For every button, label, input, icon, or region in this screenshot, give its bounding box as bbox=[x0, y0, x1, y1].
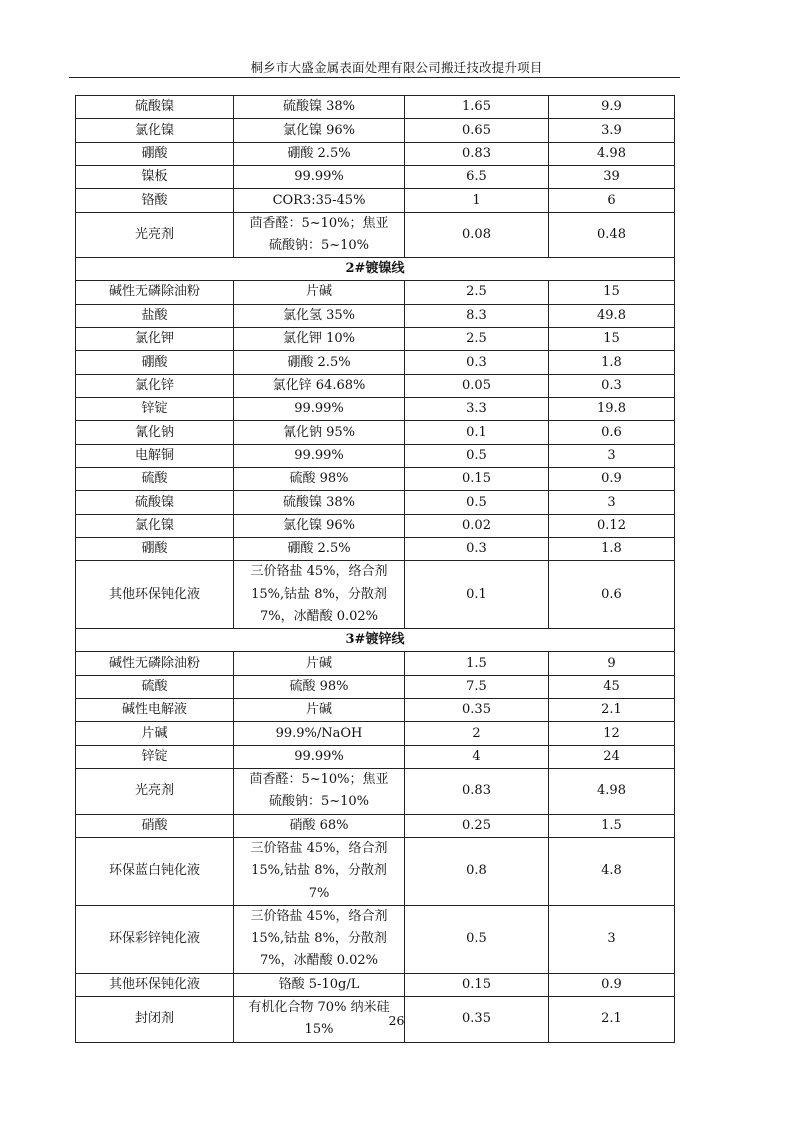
specification-cell: 铬酸 5-10g/L bbox=[234, 973, 405, 996]
amount-cell: 0.9 bbox=[549, 468, 675, 491]
material-name-cell: 硝酸 bbox=[76, 814, 234, 837]
amount-cell: 6 bbox=[549, 189, 675, 212]
section-header-row bbox=[76, 629, 675, 652]
material-name-cell: 盐酸 bbox=[76, 304, 234, 327]
material-name-cell: 锌锭 bbox=[76, 745, 234, 768]
material-name-cell: 镍板 bbox=[76, 166, 234, 189]
amount-cell: 0.12 bbox=[549, 514, 675, 537]
quantity-cell: 0.05 bbox=[405, 374, 549, 397]
table-row bbox=[76, 374, 675, 397]
specification-cell: 99.99% bbox=[234, 444, 405, 467]
amount-cell: 2.1 bbox=[549, 699, 675, 722]
running-header: 桐乡市大盛金属表面处理有限公司搬迁技改提升项目 bbox=[250, 60, 543, 75]
specification-cell: 硼酸 2.5% bbox=[234, 351, 405, 374]
table-row bbox=[76, 328, 675, 351]
quantity-cell: 0.5 bbox=[405, 491, 549, 514]
table-row bbox=[76, 675, 675, 698]
specification-cell: 硫酸镍 38% bbox=[234, 96, 405, 119]
material-name-cell: 硫酸镍 bbox=[76, 96, 234, 119]
material-name-cell: 氯化镍 bbox=[76, 119, 234, 142]
amount-cell: 3 bbox=[549, 444, 675, 467]
quantity-cell: 0.25 bbox=[405, 814, 549, 837]
page-number: 26 bbox=[388, 1013, 405, 1028]
table-row bbox=[76, 189, 675, 212]
specification-cell: 硫酸镍 38% bbox=[234, 491, 405, 514]
quantity-cell: 0.15 bbox=[405, 468, 549, 491]
material-name-cell: 电解铜 bbox=[76, 444, 234, 467]
table-row bbox=[76, 96, 675, 119]
amount-cell: 4.98 bbox=[549, 769, 675, 815]
quantity-cell: 1 bbox=[405, 189, 549, 212]
amount-cell: 0.6 bbox=[549, 561, 675, 629]
table-row bbox=[76, 421, 675, 444]
amount-cell: 9 bbox=[549, 652, 675, 675]
quantity-cell: 7.5 bbox=[405, 675, 549, 698]
quantity-cell: 0.08 bbox=[405, 212, 549, 258]
table-row bbox=[76, 212, 675, 258]
quantity-cell: 0.8 bbox=[405, 837, 549, 905]
table-row bbox=[76, 166, 675, 189]
specification-cell: 片碱 bbox=[234, 281, 405, 304]
specification-cell: 硝酸 68% bbox=[234, 814, 405, 837]
material-name-cell: 铬酸 bbox=[76, 189, 234, 212]
specification-cell: 片碱 bbox=[234, 699, 405, 722]
amount-cell: 0.6 bbox=[549, 421, 675, 444]
specification-cell: 氯化镍 96% bbox=[234, 119, 405, 142]
table-row bbox=[76, 398, 675, 421]
table-row bbox=[76, 769, 675, 815]
amount-cell: 0.9 bbox=[549, 973, 675, 996]
specification-cell: 有机化合物 70% 纳米硅 15% bbox=[234, 997, 405, 1043]
specification-cell: 硫酸 98% bbox=[234, 468, 405, 491]
materials-table-body bbox=[76, 96, 675, 1043]
specification-cell: 99.99% bbox=[234, 166, 405, 189]
specification-cell: 99.9%/NaOH bbox=[234, 722, 405, 745]
quantity-cell: 1.5 bbox=[405, 652, 549, 675]
quantity-cell: 0.1 bbox=[405, 561, 549, 629]
amount-cell: 9.9 bbox=[549, 96, 675, 119]
table-row bbox=[76, 722, 675, 745]
material-name-cell: 硼酸 bbox=[76, 142, 234, 165]
specification-cell: 硼酸 2.5% bbox=[234, 538, 405, 561]
materials-table bbox=[75, 95, 675, 1043]
material-name-cell: 氯化镍 bbox=[76, 514, 234, 537]
amount-cell: 3 bbox=[549, 905, 675, 973]
specification-cell: 氯化锌 64.68% bbox=[234, 374, 405, 397]
specification-cell: COR3:35-45% bbox=[234, 189, 405, 212]
quantity-cell: 0.3 bbox=[405, 538, 549, 561]
table-row bbox=[76, 142, 675, 165]
section-title: 3#镀锌线 bbox=[76, 629, 675, 652]
amount-cell: 15 bbox=[549, 281, 675, 304]
quantity-cell: 4 bbox=[405, 745, 549, 768]
table-row bbox=[76, 837, 675, 905]
quantity-cell: 3.3 bbox=[405, 398, 549, 421]
table-row bbox=[76, 304, 675, 327]
quantity-cell: 0.83 bbox=[405, 142, 549, 165]
amount-cell: 39 bbox=[549, 166, 675, 189]
material-name-cell: 其他环保钝化液 bbox=[76, 561, 234, 629]
header-rule bbox=[69, 77, 680, 78]
specification-cell: 三价铬盐 45%，络合剂 15%,钴盐 8%，分散剂 7%，冰醋酸 0.02% bbox=[234, 561, 405, 629]
amount-cell: 15 bbox=[549, 328, 675, 351]
amount-cell: 4.98 bbox=[549, 142, 675, 165]
quantity-cell: 2.5 bbox=[405, 281, 549, 304]
quantity-cell: 1.65 bbox=[405, 96, 549, 119]
amount-cell: 1.8 bbox=[549, 538, 675, 561]
specification-cell: 氰化钠 95% bbox=[234, 421, 405, 444]
table-row bbox=[76, 561, 675, 629]
amount-cell: 3 bbox=[549, 491, 675, 514]
material-name-cell: 碱性无磷除油粉 bbox=[76, 281, 234, 304]
specification-cell: 三价铬盐 45%，络合剂 15%,钴盐 8%，分散剂 7% bbox=[234, 837, 405, 905]
material-name-cell: 硫酸 bbox=[76, 675, 234, 698]
material-name-cell: 锌锭 bbox=[76, 398, 234, 421]
specification-cell: 氯化镍 96% bbox=[234, 514, 405, 537]
amount-cell: 0.3 bbox=[549, 374, 675, 397]
quantity-cell: 8.3 bbox=[405, 304, 549, 327]
table-row bbox=[76, 538, 675, 561]
quantity-cell: 0.02 bbox=[405, 514, 549, 537]
quantity-cell: 0.3 bbox=[405, 351, 549, 374]
specification-cell: 99.99% bbox=[234, 745, 405, 768]
amount-cell: 49.8 bbox=[549, 304, 675, 327]
amount-cell: 1.8 bbox=[549, 351, 675, 374]
table-row bbox=[76, 652, 675, 675]
amount-cell: 24 bbox=[549, 745, 675, 768]
quantity-cell: 0.5 bbox=[405, 444, 549, 467]
material-name-cell: 硫酸镍 bbox=[76, 491, 234, 514]
specification-cell: 硫酸 98% bbox=[234, 675, 405, 698]
amount-cell: 12 bbox=[549, 722, 675, 745]
specification-cell: 氯化钾 10% bbox=[234, 328, 405, 351]
material-name-cell: 碱性电解液 bbox=[76, 699, 234, 722]
amount-cell: 4.8 bbox=[549, 837, 675, 905]
quantity-cell: 0.65 bbox=[405, 119, 549, 142]
section-header-row bbox=[76, 258, 675, 281]
table-row bbox=[76, 491, 675, 514]
material-name-cell: 环保蓝白钝化液 bbox=[76, 837, 234, 905]
quantity-cell: 0.1 bbox=[405, 421, 549, 444]
material-name-cell: 氯化锌 bbox=[76, 374, 234, 397]
material-name-cell: 光亮剂 bbox=[76, 769, 234, 815]
material-name-cell: 环保彩锌钝化液 bbox=[76, 905, 234, 973]
material-name-cell: 硼酸 bbox=[76, 351, 234, 374]
specification-cell: 三价铬盐 45%，络合剂 15%,钴盐 8%，分散剂 7%，冰醋酸 0.02% bbox=[234, 905, 405, 973]
table-row bbox=[76, 699, 675, 722]
quantity-cell: 0.83 bbox=[405, 769, 549, 815]
specification-cell: 片碱 bbox=[234, 652, 405, 675]
table-row bbox=[76, 444, 675, 467]
table-row bbox=[76, 973, 675, 996]
amount-cell: 2.1 bbox=[549, 997, 675, 1043]
quantity-cell: 0.35 bbox=[405, 997, 549, 1043]
specification-cell: 氯化氢 35% bbox=[234, 304, 405, 327]
amount-cell: 1.5 bbox=[549, 814, 675, 837]
material-name-cell: 封闭剂 bbox=[76, 997, 234, 1043]
material-name-cell: 片碱 bbox=[76, 722, 234, 745]
table-row bbox=[76, 514, 675, 537]
specification-cell: 茴香醛：5~10%；焦亚硫酸钠：5~10% bbox=[234, 212, 405, 258]
table-row bbox=[76, 281, 675, 304]
table-row bbox=[76, 905, 675, 973]
table-row bbox=[76, 351, 675, 374]
amount-cell: 3.9 bbox=[549, 119, 675, 142]
material-name-cell: 硫酸 bbox=[76, 468, 234, 491]
specification-cell: 硼酸 2.5% bbox=[234, 142, 405, 165]
section-title: 2#镀镍线 bbox=[76, 258, 675, 281]
table-row bbox=[76, 119, 675, 142]
amount-cell: 45 bbox=[549, 675, 675, 698]
material-name-cell: 硼酸 bbox=[76, 538, 234, 561]
quantity-cell: 2 bbox=[405, 722, 549, 745]
amount-cell: 0.48 bbox=[549, 212, 675, 258]
material-name-cell: 氯化钾 bbox=[76, 328, 234, 351]
quantity-cell: 0.15 bbox=[405, 973, 549, 996]
table-row bbox=[76, 814, 675, 837]
quantity-cell: 2.5 bbox=[405, 328, 549, 351]
table-row bbox=[76, 745, 675, 768]
material-name-cell: 光亮剂 bbox=[76, 212, 234, 258]
quantity-cell: 6.5 bbox=[405, 166, 549, 189]
specification-cell: 茴香醛：5~10%；焦亚硫酸钠：5~10% bbox=[234, 769, 405, 815]
material-name-cell: 其他环保钝化液 bbox=[76, 973, 234, 996]
quantity-cell: 0.5 bbox=[405, 905, 549, 973]
material-name-cell: 碱性无磷除油粉 bbox=[76, 652, 234, 675]
amount-cell: 19.8 bbox=[549, 398, 675, 421]
table-row bbox=[76, 468, 675, 491]
quantity-cell: 0.35 bbox=[405, 699, 549, 722]
material-name-cell: 氰化钠 bbox=[76, 421, 234, 444]
specification-cell: 99.99% bbox=[234, 398, 405, 421]
